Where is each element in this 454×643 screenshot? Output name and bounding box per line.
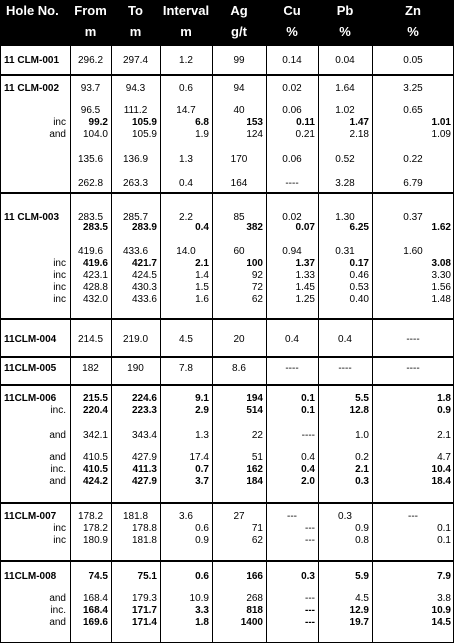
ag-cell: 1400 xyxy=(240,617,263,628)
to-cell: 223.3 xyxy=(131,405,157,416)
cu-cell: 1.37 xyxy=(295,258,315,269)
to-cell: 343.4 xyxy=(131,430,157,441)
ag-cell: 514 xyxy=(246,405,263,416)
to-cell: 433.6 xyxy=(122,246,149,257)
row-qualifier: and xyxy=(49,593,66,604)
zn-cell: 3.30 xyxy=(431,270,451,281)
pb-header xyxy=(318,0,372,44)
pb-cell: 12.8 xyxy=(349,405,369,416)
interval-cell: 9.1 xyxy=(195,393,209,404)
pb-header-label: Pb xyxy=(336,3,354,18)
cu-cell: 0.4 xyxy=(301,464,315,475)
ag-cell: 60 xyxy=(233,246,245,257)
to-cell: 136.9 xyxy=(122,154,149,165)
interval-cell: 6.8 xyxy=(195,117,209,128)
zn-cell: 1.60 xyxy=(403,246,423,257)
column-divider xyxy=(212,0,213,643)
interval-cell: 3.6 xyxy=(179,511,193,522)
row-qualifier: and xyxy=(49,129,66,140)
from-cell: 168.4 xyxy=(82,593,108,604)
pb-cell: ---- xyxy=(338,363,352,374)
ag-cell: 71 xyxy=(251,523,263,534)
cu-cell: --- xyxy=(305,605,315,616)
from-cell: 180.9 xyxy=(82,535,108,546)
interval-cell: 2.9 xyxy=(195,405,209,416)
interval-cell: 17.4 xyxy=(189,452,209,463)
zn-cell: --- xyxy=(408,511,418,522)
to-cell: 190 xyxy=(127,363,144,374)
from-cell: 423.1 xyxy=(82,270,108,281)
zn-cell: 0.1 xyxy=(437,535,451,546)
to-cell: 181.8 xyxy=(131,535,157,546)
from-cell: 99.2 xyxy=(88,117,108,128)
ag-cell: 194 xyxy=(246,393,263,404)
zn-cell: 0.9 xyxy=(437,405,451,416)
hole-number: 11CLM-008 xyxy=(4,571,57,582)
from-cell: 428.8 xyxy=(82,282,108,293)
interval-cell: 1.3 xyxy=(195,430,209,441)
hole-number: 11CLM-007 xyxy=(4,511,57,522)
zn-cell: 0.22 xyxy=(403,154,423,165)
zn-cell: 0.65 xyxy=(403,105,423,116)
cu-cell: 0.21 xyxy=(295,129,315,140)
cu-cell: 0.3 xyxy=(301,571,315,582)
hole-no-header xyxy=(0,0,70,44)
to-cell: 219.0 xyxy=(122,334,149,345)
ag-cell: 184 xyxy=(246,476,263,487)
to-cell: 263.3 xyxy=(122,178,149,189)
cu-cell: 0.4 xyxy=(285,334,299,345)
to-cell: 424.5 xyxy=(131,270,157,281)
pb-cell: 5.9 xyxy=(355,571,369,582)
cu-header xyxy=(266,0,318,44)
ag-cell: 99 xyxy=(233,55,245,66)
interval-cell: 2.1 xyxy=(195,258,209,269)
pb-cell: 1.0 xyxy=(355,430,369,441)
cu-cell: ---- xyxy=(285,178,299,189)
cu-cell: ---- xyxy=(285,363,299,374)
from-cell: 168.4 xyxy=(82,605,108,616)
to-cell: 430.3 xyxy=(131,282,157,293)
ag-cell: 92 xyxy=(251,270,263,281)
zn-cell: ---- xyxy=(406,363,420,374)
cu-cell: 0.1 xyxy=(301,393,315,404)
zn-cell: 1.09 xyxy=(431,129,451,140)
from-header-label: From xyxy=(74,3,107,18)
pb-cell: 3.28 xyxy=(335,178,355,189)
column-divider xyxy=(266,0,267,643)
interval-cell: 0.7 xyxy=(195,464,209,475)
interval-cell: 1.9 xyxy=(195,129,209,140)
from-cell: 178.2 xyxy=(77,511,104,522)
cu-cell: 0.06 xyxy=(282,105,302,116)
interval-cell: 0.9 xyxy=(195,535,209,546)
cu-header-unit: % xyxy=(286,24,298,39)
zn-cell: 3.25 xyxy=(403,83,423,94)
interval-cell: 10.9 xyxy=(189,593,209,604)
to-cell: 283.9 xyxy=(131,222,157,233)
column-divider xyxy=(70,0,71,643)
to-cell: 285.7 xyxy=(122,212,149,223)
from-cell: 104.0 xyxy=(82,129,108,140)
to-header xyxy=(111,0,160,44)
interval-cell: 7.8 xyxy=(179,363,193,374)
column-divider xyxy=(372,0,373,643)
ag-cell: 164 xyxy=(230,178,248,189)
zn-header xyxy=(372,0,454,44)
from-cell: 419.6 xyxy=(82,258,108,269)
cu-cell: 0.94 xyxy=(282,246,302,257)
pb-cell: 0.17 xyxy=(349,258,369,269)
row-qualifier: and xyxy=(49,430,66,441)
row-qualifier: and xyxy=(49,476,66,487)
from-cell: 182 xyxy=(82,363,99,374)
from-cell: 74.5 xyxy=(88,571,108,582)
interval-header-label: Interval xyxy=(162,3,210,18)
ag-cell: 100 xyxy=(246,258,263,269)
hole-number: 11 CLM-002 xyxy=(4,83,60,94)
row-qualifier: inc xyxy=(53,535,66,546)
row-qualifier: inc xyxy=(53,523,66,534)
ag-cell: 85 xyxy=(233,212,245,223)
ag-cell: 162 xyxy=(246,464,263,475)
zn-cell: 10.4 xyxy=(431,464,451,475)
cu-cell: 1.33 xyxy=(295,270,315,281)
ag-header-label: Ag xyxy=(230,3,248,18)
pb-cell: 1.47 xyxy=(349,117,369,128)
cu-cell: 0.02 xyxy=(282,212,302,223)
row-qualifier: and xyxy=(49,452,66,463)
ag-header xyxy=(212,0,266,44)
ag-cell: 382 xyxy=(246,222,263,233)
zn-cell: 0.37 xyxy=(403,212,423,223)
zn-cell: 1.8 xyxy=(437,393,451,404)
ag-cell: 124 xyxy=(246,129,263,140)
cu-cell: 0.14 xyxy=(282,55,302,66)
from-cell: 342.1 xyxy=(82,430,108,441)
interval-cell: 0.4 xyxy=(195,222,209,233)
hole-number: 11CLM-005 xyxy=(4,363,57,374)
hole-number: 11CLM-004 xyxy=(4,334,57,345)
cu-cell: --- xyxy=(305,523,315,534)
cu-cell: 0.07 xyxy=(295,222,315,233)
interval-cell: 1.5 xyxy=(195,282,209,293)
to-cell: 94.3 xyxy=(125,83,146,94)
cu-cell: --- xyxy=(305,535,315,546)
row-qualifier: inc. xyxy=(50,605,66,616)
pb-cell: 0.04 xyxy=(335,55,355,66)
ag-cell: 62 xyxy=(251,535,263,546)
hole-number: 11 CLM-003 xyxy=(4,212,60,223)
interval-cell: 0.6 xyxy=(179,83,193,94)
ag-cell: 170 xyxy=(230,154,248,165)
ag-cell: 20 xyxy=(233,334,245,345)
row-qualifier: inc xyxy=(53,282,66,293)
ag-cell: 22 xyxy=(251,430,263,441)
hole-no-header-label: Hole No. xyxy=(6,3,59,18)
pb-cell: 0.52 xyxy=(335,154,355,165)
zn-cell: 1.56 xyxy=(431,282,451,293)
pb-cell: 6.25 xyxy=(349,222,369,233)
cu-cell: --- xyxy=(305,617,315,628)
to-cell: 427.9 xyxy=(131,476,157,487)
pb-cell: 1.30 xyxy=(335,212,355,223)
pb-cell: 5.5 xyxy=(355,393,369,404)
row-qualifier: inc xyxy=(53,258,66,269)
from-cell: 283.5 xyxy=(82,222,108,233)
cu-cell: 0.11 xyxy=(296,117,315,128)
pb-cell: 0.8 xyxy=(355,535,369,546)
column-divider xyxy=(160,0,161,643)
row-qualifier: inc. xyxy=(50,464,66,475)
cu-header-label: Cu xyxy=(283,3,301,18)
interval-cell: 1.6 xyxy=(195,294,209,305)
to-cell: 411.3 xyxy=(132,464,157,475)
from-cell: 296.2 xyxy=(77,55,104,66)
zn-cell: 0.05 xyxy=(403,55,423,66)
from-cell: 262.8 xyxy=(77,178,104,189)
pb-cell: 0.4 xyxy=(338,334,352,345)
interval-cell: 0.4 xyxy=(179,178,193,189)
zn-cell: 1.01 xyxy=(431,117,451,128)
interval-cell: 1.8 xyxy=(195,617,209,628)
from-cell: 432.0 xyxy=(82,294,108,305)
zn-cell: ---- xyxy=(406,334,420,345)
from-cell: 215.5 xyxy=(82,393,108,404)
interval-header-unit: m xyxy=(180,24,192,39)
interval-cell: 3.7 xyxy=(195,476,209,487)
to-cell: 427.9 xyxy=(131,452,157,463)
zn-cell: 14.5 xyxy=(431,617,451,628)
pb-cell: 4.5 xyxy=(355,593,369,604)
to-cell: 179.3 xyxy=(131,593,157,604)
ag-cell: 818 xyxy=(246,605,263,616)
to-cell: 181.8 xyxy=(122,511,149,522)
interval-cell: 1.2 xyxy=(179,55,193,66)
to-header-label: To xyxy=(128,3,143,18)
interval-cell: 2.2 xyxy=(179,212,193,223)
cu-cell: --- xyxy=(287,511,297,522)
pb-cell: 0.3 xyxy=(355,476,369,487)
ag-cell: 72 xyxy=(251,282,263,293)
row-qualifier: inc. xyxy=(50,405,66,416)
cu-cell: 0.02 xyxy=(282,83,302,94)
row-qualifier: inc xyxy=(53,294,66,305)
from-cell: 96.5 xyxy=(80,105,101,116)
column-divider xyxy=(111,0,112,643)
interval-cell: 0.6 xyxy=(195,523,209,534)
ag-cell: 51 xyxy=(251,452,263,463)
zn-cell: 3.8 xyxy=(437,593,451,604)
to-cell: 178.8 xyxy=(131,523,157,534)
ag-cell: 40 xyxy=(233,105,245,116)
to-cell: 111.2 xyxy=(123,105,148,116)
interval-cell: 14.7 xyxy=(176,105,196,116)
ag-cell: 268 xyxy=(246,593,263,604)
row-qualifier: inc xyxy=(53,117,66,128)
row-qualifier: inc xyxy=(53,270,66,281)
interval-cell: 1.3 xyxy=(179,154,193,165)
pb-cell: 1.02 xyxy=(335,105,355,116)
pb-cell: 1.64 xyxy=(335,83,355,94)
zn-cell: 10.9 xyxy=(431,605,451,616)
ag-cell: 94 xyxy=(233,83,245,94)
pb-cell: 0.31 xyxy=(335,246,355,257)
cu-cell: 1.45 xyxy=(295,282,315,293)
to-header-unit: m xyxy=(129,24,142,39)
interval-cell: 4.5 xyxy=(179,334,193,345)
pb-cell: 2.18 xyxy=(349,129,369,140)
zn-cell: 7.9 xyxy=(437,571,451,582)
ag-cell: 27 xyxy=(233,511,245,522)
pb-cell: 0.2 xyxy=(355,452,369,463)
from-cell: 283.5 xyxy=(77,212,104,223)
from-cell: 169.6 xyxy=(82,617,108,628)
from-header xyxy=(70,0,111,44)
ag-cell: 153 xyxy=(246,117,263,128)
ag-cell: 8.6 xyxy=(232,363,246,374)
to-cell: 171.4 xyxy=(131,617,157,628)
zn-cell: 18.4 xyxy=(431,476,451,487)
interval-cell: 14.0 xyxy=(176,246,196,257)
cu-cell: 1.25 xyxy=(295,294,315,305)
interval-cell: 0.6 xyxy=(195,571,209,582)
to-cell: 433.6 xyxy=(131,294,157,305)
zn-cell: 0.1 xyxy=(437,523,451,534)
interval-header xyxy=(160,0,212,44)
zn-cell: 3.08 xyxy=(431,258,451,269)
zn-cell: 4.7 xyxy=(437,452,451,463)
zn-header-label: Zn xyxy=(405,3,421,18)
to-cell: 105.9 xyxy=(131,117,157,128)
interval-cell: 1.4 xyxy=(195,270,209,281)
to-cell: 297.4 xyxy=(122,55,149,66)
cu-cell: ---- xyxy=(301,430,315,441)
from-cell: 93.7 xyxy=(80,83,101,94)
ag-cell: 62 xyxy=(251,294,263,305)
ag-cell: 166 xyxy=(246,571,263,582)
to-cell: 75.1 xyxy=(137,571,157,582)
to-cell: 171.7 xyxy=(131,605,157,616)
hole-number: 11CLM-006 xyxy=(4,393,57,404)
zn-cell: 6.79 xyxy=(403,178,423,189)
from-cell: 135.6 xyxy=(77,154,104,165)
pb-cell: 0.40 xyxy=(349,294,369,305)
row-qualifier: and xyxy=(49,617,66,628)
cu-cell: 2.0 xyxy=(301,476,315,487)
zn-cell: 2.1 xyxy=(437,430,451,441)
hole-number: 11 CLM-001 xyxy=(4,55,60,66)
from-cell: 410.5 xyxy=(82,452,108,463)
pb-cell: 12.9 xyxy=(349,605,369,616)
pb-cell: 0.3 xyxy=(338,511,352,522)
cu-cell: --- xyxy=(305,593,315,604)
pb-header-unit: % xyxy=(339,24,351,39)
interval-cell: 3.3 xyxy=(195,605,209,616)
zn-cell: 1.62 xyxy=(431,222,451,233)
pb-cell: 0.46 xyxy=(349,270,369,281)
pb-cell: 0.53 xyxy=(349,282,369,293)
column-divider xyxy=(318,0,319,643)
cu-cell: 0.06 xyxy=(282,154,302,165)
to-cell: 224.6 xyxy=(131,393,157,404)
ag-header-unit: g/t xyxy=(231,24,247,39)
pb-cell: 2.1 xyxy=(355,464,369,475)
from-cell: 214.5 xyxy=(77,334,104,345)
from-cell: 424.2 xyxy=(82,476,108,487)
from-cell: 178.2 xyxy=(82,523,108,534)
cu-cell: 0.4 xyxy=(301,452,315,463)
from-header-unit: m xyxy=(84,24,97,39)
pb-cell: 0.9 xyxy=(355,523,369,534)
from-cell: 419.6 xyxy=(77,246,104,257)
zn-header-unit: % xyxy=(407,24,419,39)
to-cell: 421.7 xyxy=(131,258,157,269)
pb-cell: 19.7 xyxy=(349,617,369,628)
from-cell: 410.5 xyxy=(82,464,108,475)
from-cell: 220.4 xyxy=(82,405,108,416)
cu-cell: 0.1 xyxy=(301,405,315,416)
zn-cell: 1.48 xyxy=(431,294,451,305)
to-cell: 105.9 xyxy=(131,129,157,140)
